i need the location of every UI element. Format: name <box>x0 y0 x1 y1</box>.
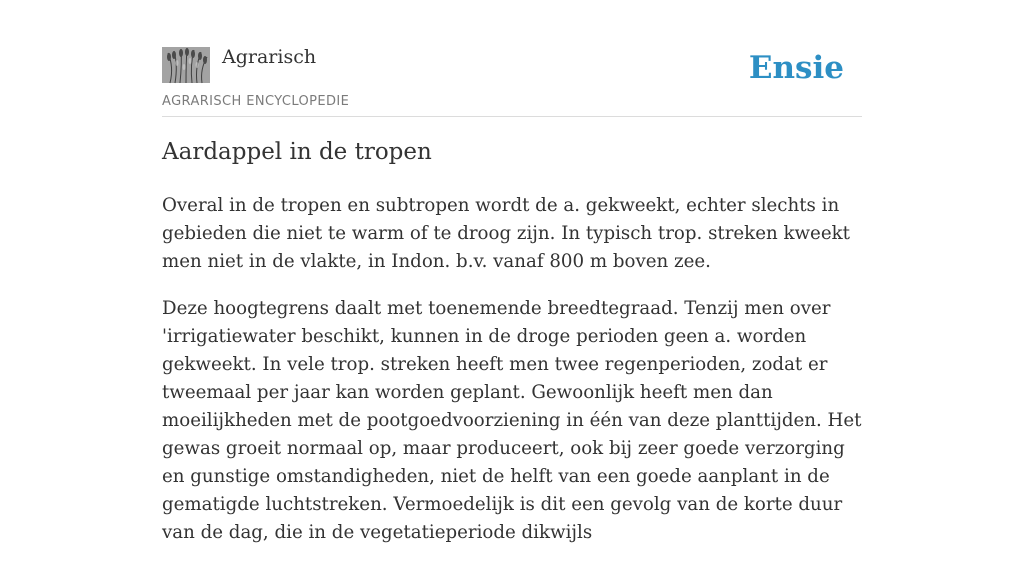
article-body <box>162 192 864 566</box>
source-name-link[interactable]: Agrarisch <box>222 46 317 68</box>
header <box>162 44 862 117</box>
source-subtitle: AGRARISCH ENCYCLOPEDIE <box>162 94 350 109</box>
article-paragraph: Overal in de tropen en subtropen wordt de a. gekweekt, echter slechts in gebieden die niet te warm of te droog zijn. In typisch trop. streken kweekt men niet in de vlakte, in Indon. b.v. vanaf 800 m boven zee. <box>162 195 850 272</box>
brand-logo-link[interactable]: Ensie <box>748 50 844 86</box>
wheat-icon[interactable] <box>162 47 210 83</box>
wheat-illustration <box>162 47 210 83</box>
page-title: Aardappel in de tropen <box>162 139 432 165</box>
article-paragraph: Deze hoogtegrens daalt met toenemende breedtegraad. Tenzij men over 'irrigatiewater beschikt, kunnen in de droge perioden geen a. worden gekweekt. In vele trop. streken heeft men twee regenperioden, zodat er tweemaal per jaar kan worden geplant. Gewoonlijk heeft men dan moeilijkheden met de pootgoedvoorziening in één van deze planttijden. Het gewas groeit normaal op, maar produceert, ook bij zeer goede verzorging en gunstige omstandigheden, niet de helft van een goede aanplant in de gematigde luchtstreken. Vermoedelijk is dit een gevolg van de korte duur van de dag, die in de vegetatieperiode dikwijls <box>162 298 862 543</box>
